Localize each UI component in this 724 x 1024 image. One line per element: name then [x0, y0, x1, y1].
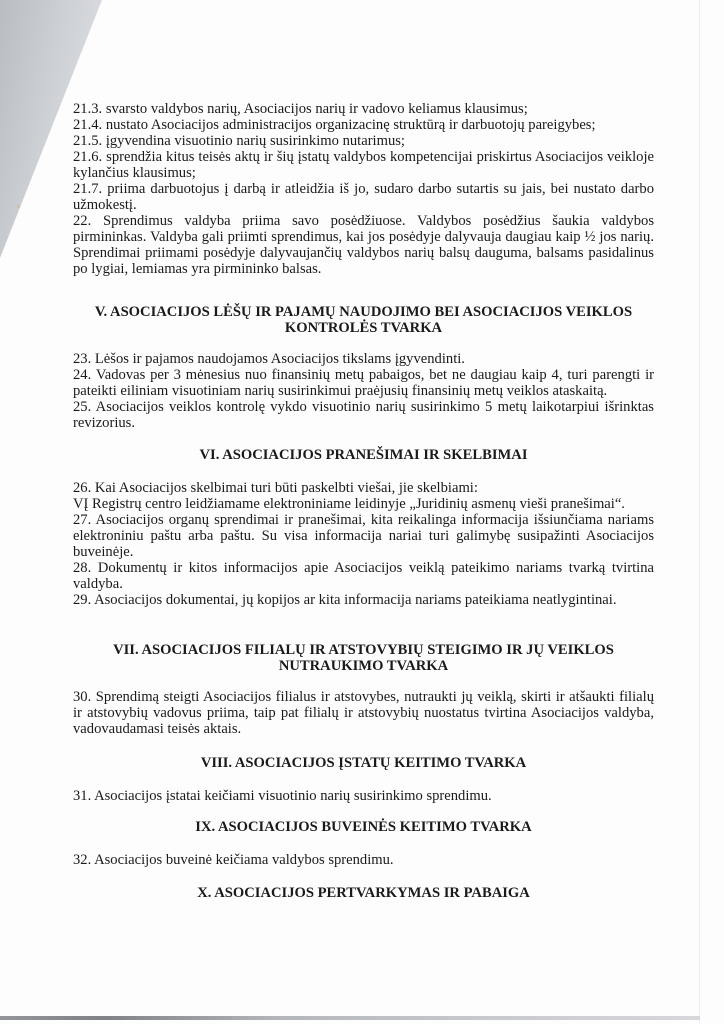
clause-22: 22. Sprendimus valdyba priima savo posėdžiuose. Valdybos posėdžius šaukia valdybos pirmininkas. Valdyba gali priimti sprendimus, kai jos posėdyje dalyvauja daugiau kaip ½ jos narių. Sprendimai priimami posėdyje dalyvaujančių valdybos narių balsų dauguma, balsams pasidalinus po lygiai, lemiamas yra pirmininko balsas. [73, 213, 654, 277]
clause-28: 28. Dokumentų ir kitos informacijos apie Asociacijos veiklą pateikimo nariams tvarką tvirtina valdyba. [73, 560, 654, 592]
clause-31-block [73, 788, 654, 804]
section-heading-vii-line1: VII. ASOCIACIJOS FILIALŲ IR ATSTOVYBIŲ STEIGIMO IR JŲ VEIKLOS [113, 642, 614, 658]
clause-30: 30. Sprendimą steigti Asociacijos filialus ir atstovybes, nutraukti jų veiklą, skirti ir atšaukti filialų ir atstovybių vadovus priima, taip pat filialų ir atstovybių nuostatus tvirtina Asociacijos valdyba, vadovaudamasi teisės aktais. [73, 689, 654, 737]
section-heading-ix [73, 819, 654, 835]
section-heading-vii [73, 642, 654, 674]
clause-21-6: 21.6. sprendžia kitus teisės aktų ir šių įstatų valdybos kompetencijai priskirtus Asociacijos veikloje kylančius klausimus; [73, 149, 654, 181]
section-heading-viii-text: VIII. ASOCIACIJOS ĮSTATŲ KEITIMO TVARKA [200, 755, 527, 771]
section-heading-vi-text: VI. ASOCIACIJOS PRANEŠIMAI IR SKELBIMAI [199, 447, 528, 463]
clause-27: 27. Asociacijos organų sprendimai ir pranešimai, kita reikalinga informacija išsiunčiama nariams elektroniniu paštu arba paštu. Su visa informacija nariai turi galimybę susipažinti Asociacijos buveinėje. [73, 512, 654, 560]
clause-30-block [73, 689, 654, 737]
clause-26: 26. Kai Asociacijos skelbimai turi būti paskelbti viešai, jie skelbiami: [73, 480, 478, 496]
page-edge [699, 0, 700, 1024]
section-heading-vii-line2: NUTRAUKIMO TVARKA [278, 658, 449, 674]
clause-24: 24. Vadovas per 3 mėnesius nuo finansinių metų pabaigos, bet ne daugiau kaip 4, turi parengti ir pateikti eiliniam visuotiniam narių susirinkimui praėjusių finansinių metų veiklos ataskaitą. [73, 367, 654, 399]
scan-bottom-shadow [0, 1016, 700, 1020]
clause-31: 31. Asociacijos įstatai keičiami visuotinio narių susirinkimo sprendimu. [73, 788, 492, 804]
clause-21-7: 21.7. priima darbuotojus į darbą ir atleidžia iš jo, sudaro darbo sutartis su jais, bei nustato darbo užmokestį. [73, 181, 654, 213]
scan-speck [17, 205, 20, 208]
section-heading-ix-text: IX. ASOCIACIJOS BUVEINĖS KEITIMO TVARKA [195, 819, 532, 835]
section-heading-x-text: X. ASOCIACIJOS PERTVARKYMAS IR PABAIGA [197, 885, 530, 901]
clause-29: 29. Asociacijos dokumentai, jų kopijos ar kita informacija nariams pateikiama neatlygintinai. [73, 592, 617, 608]
clauses-23-25 [73, 351, 654, 431]
clauses-26-29 [73, 480, 654, 608]
section-heading-v-line1: V. ASOCIACIJOS LĖŠŲ IR PAJAMŲ NAUDOJIMO BEI ASOCIACIJOS VEIKLOS [94, 304, 633, 320]
clause-26-publication: VĮ Registrų centro leidžiamame elektroniniame leidinyje „Juridinių asmenų vieši pranešimai“. [73, 496, 625, 512]
section-heading-v-line2: KONTROLĖS TVARKA [284, 320, 443, 336]
clause-23: 23. Lėšos ir pajamos naudojamos Asociacijos tikslams įgyvendinti. [73, 351, 465, 367]
section-heading-v [73, 304, 654, 336]
clause-32: 32. Asociacijos buveinė keičiama valdybos sprendimu. [73, 852, 394, 868]
clauses-21-22 [73, 101, 654, 277]
clause-32-block [73, 852, 654, 868]
clause-21-4: 21.4. nustato Asociacijos administracijos organizacinę struktūrą ir darbuotojų pareigybes; [73, 117, 596, 133]
section-heading-vi [73, 447, 654, 463]
clause-21-5: 21.5. įgyvendina visuotinio narių susirinkimo nutarimus; [73, 133, 405, 149]
section-heading-x [73, 885, 654, 901]
clause-25: 25. Asociacijos veiklos kontrolę vykdo visuotinio narių susirinkimo 5 metų laikotarpiui išrinktas revizorius. [73, 399, 654, 431]
clause-21-3: 21.3. svarsto valdybos narių, Asociacijos narių ir vadovo keliamus klausimus; [73, 101, 528, 117]
section-heading-viii [73, 755, 654, 771]
